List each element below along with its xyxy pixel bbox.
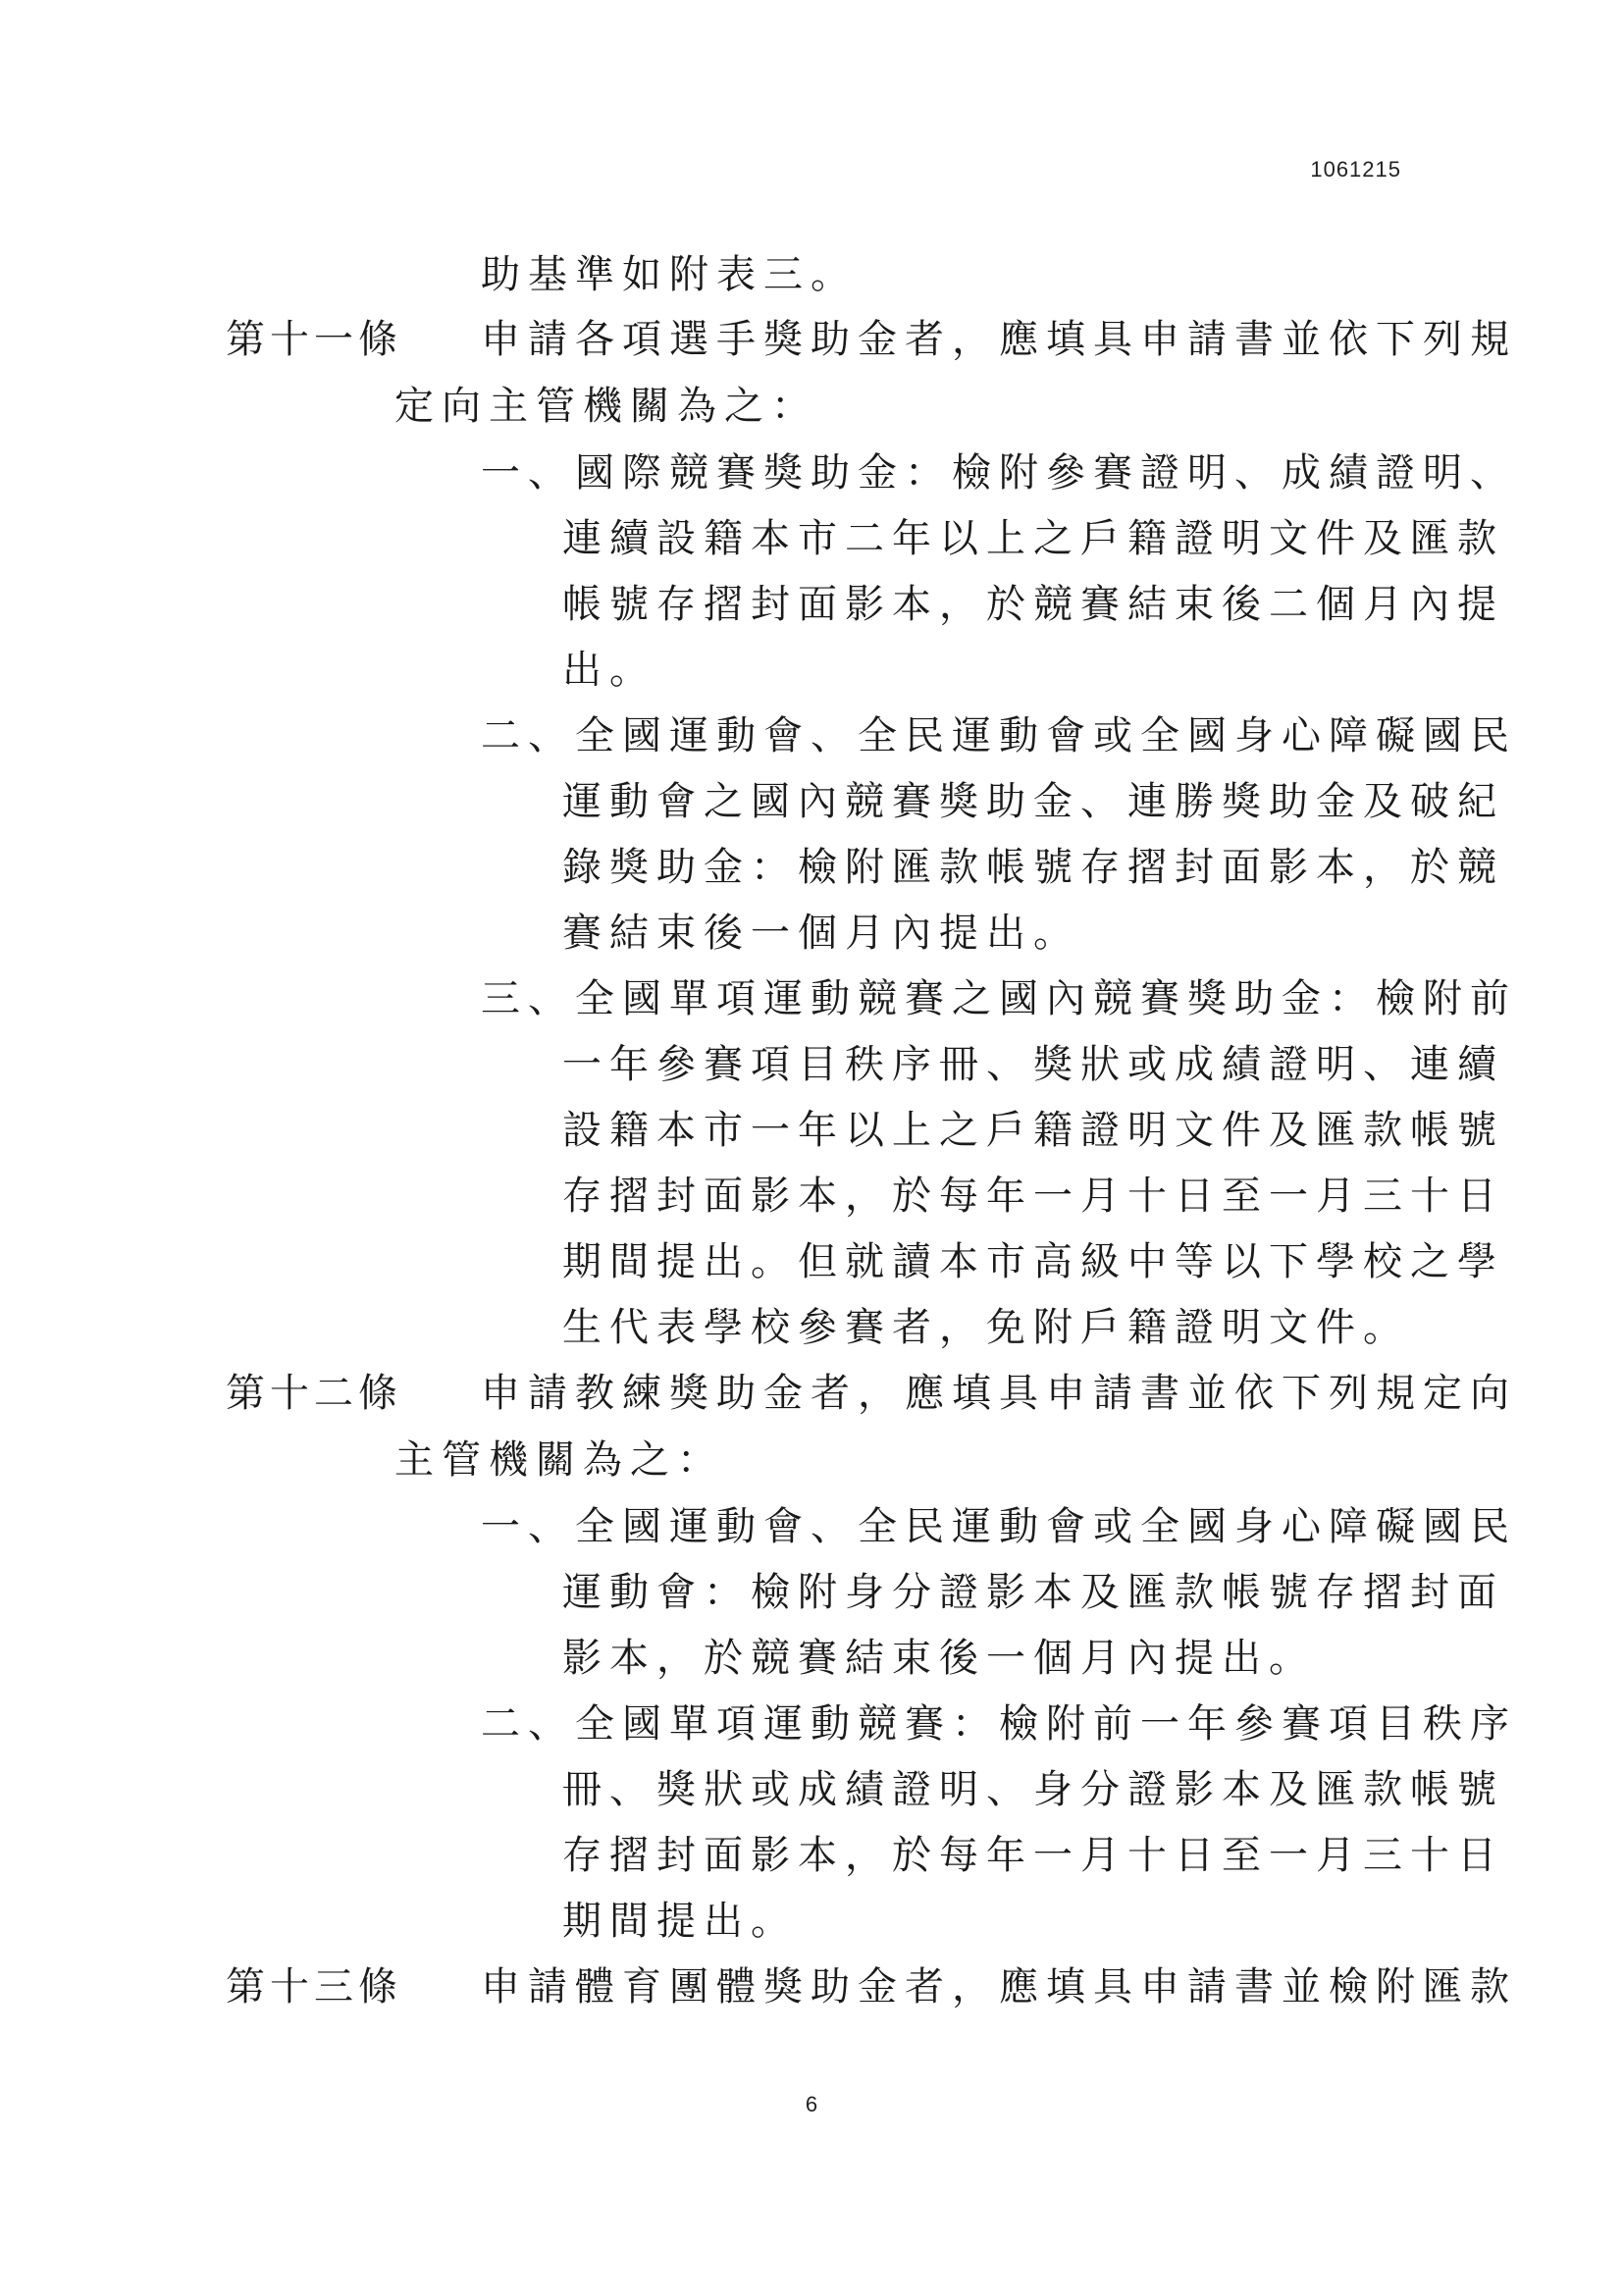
article-12-item-1-line: 一、全國運動會、全民運動會或全國身心障礙國民 xyxy=(481,1504,1517,1549)
article-12-item-1-line: 運動會：檢附身分證影本及匯款帳號存摺封面 xyxy=(562,1570,1504,1615)
article-11-item-2-line: 賽結束後一個月內提出。 xyxy=(562,911,1080,956)
continuation-line: 助基準如附表三。 xyxy=(481,252,858,297)
article-11-item-3-line: 存摺封面影本，於每年一月十日至一月三十日 xyxy=(562,1174,1504,1219)
article-11-first-line: 申請各項選手獎助金者，應填具申請書並依下列規 xyxy=(481,317,1517,362)
article-11-item-1-line: 連續設籍本市二年以上之戶籍證明文件及匯款 xyxy=(562,516,1504,561)
article-11-item-3-line: 生代表學校參賽者，免附戶籍證明文件。 xyxy=(562,1305,1410,1350)
article-13-first-line: 申請體育團體獎助金者，應填具申請書並檢附匯款 xyxy=(481,1964,1517,2009)
article-12-item-1-line: 影本，於競賽結束後一個月內提出。 xyxy=(562,1636,1316,1681)
article-11-item-3-line: 設籍本市一年以上之戶籍證明文件及匯款帳號 xyxy=(562,1108,1504,1153)
article-11-cont-line: 定向主管機關為之： xyxy=(394,384,818,429)
article-11-item-1-line: 一、國際競賽獎助金：檢附參賽證明、成績證明、 xyxy=(481,450,1517,496)
article-11-item-3-line: 期間提出。但就讀本市高級中等以下學校之學 xyxy=(562,1239,1504,1284)
article-11-item-3-line: 一年參賽項目秩序冊、獎狀或成績證明、連續 xyxy=(562,1042,1504,1087)
article-11-item-2-line: 錄獎助金：檢附匯款帳號存摺封面影本，於競 xyxy=(562,845,1504,890)
article-11-item-3-line: 三、全國單項運動競賽之國內競賽獎助金：檢附前 xyxy=(481,976,1517,1021)
article-11-label: 第十一條 xyxy=(226,317,402,362)
article-12-item-2-line: 存摺封面影本，於每年一月十日至一月三十日 xyxy=(562,1833,1504,1878)
article-12-first-line: 申請教練獎助金者，應填具申請書並依下列規定向 xyxy=(481,1371,1517,1416)
article-11-item-2-line: 運動會之國內競賽獎助金、連勝獎助金及破紀 xyxy=(562,779,1504,824)
article-12-item-2-line: 期間提出。 xyxy=(562,1899,798,1944)
article-12-label: 第十二條 xyxy=(226,1371,402,1416)
article-11-item-1-line: 帳號存摺封面影本，於競賽結束後二個月內提 xyxy=(562,582,1504,627)
article-12-item-2-line: 冊、獎狀或成績證明、身分證影本及匯款帳號 xyxy=(562,1767,1504,1812)
article-12-cont-line: 主管機關為之： xyxy=(394,1437,724,1483)
page-number: 6 xyxy=(805,2092,818,2116)
article-13-label: 第十三條 xyxy=(226,1964,402,2009)
article-11-item-1-line: 出。 xyxy=(562,648,656,693)
article-12-item-2-line: 二、全國單項運動競賽：檢附前一年參賽項目秩序 xyxy=(481,1701,1517,1747)
article-11-item-2-line: 二、全國運動會、全民運動會或全國身心障礙國民 xyxy=(481,713,1517,758)
document-code: 1061215 xyxy=(1310,157,1401,182)
